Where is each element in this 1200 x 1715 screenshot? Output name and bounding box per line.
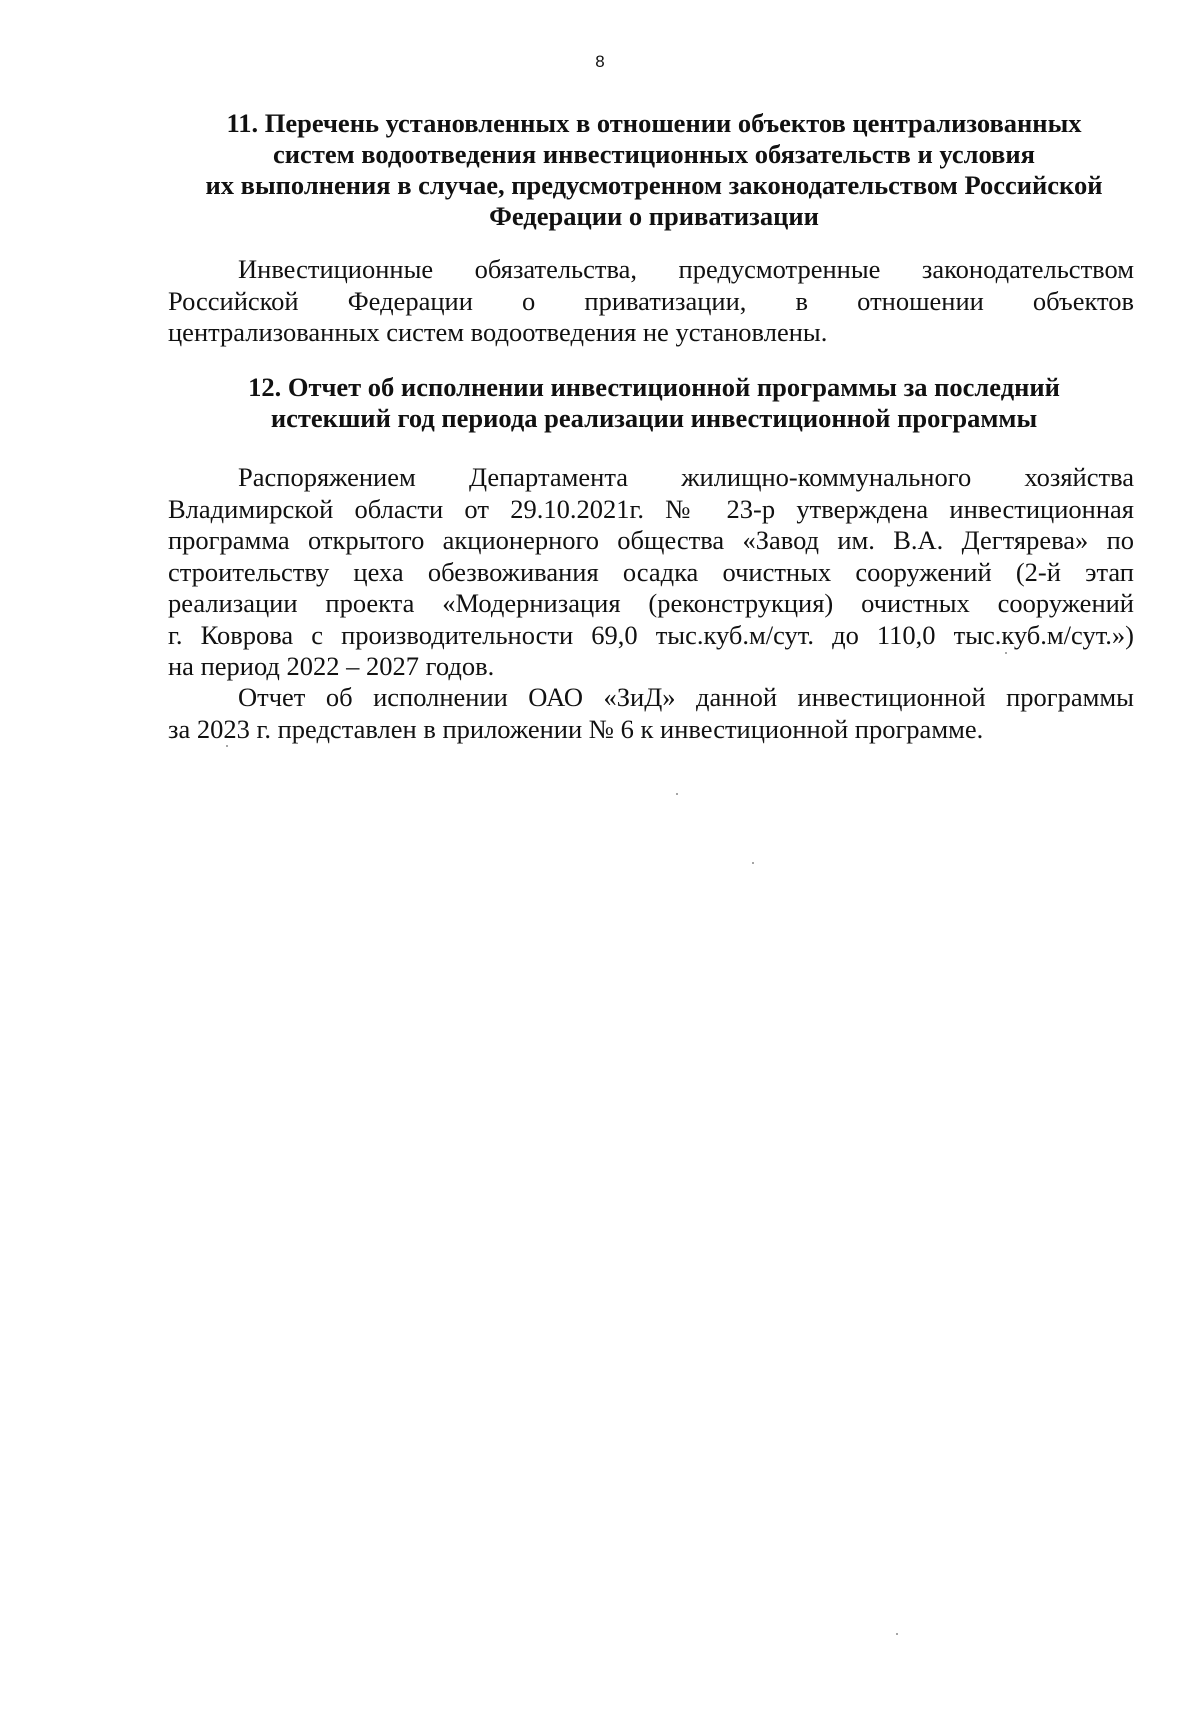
- section-12-paragraph-1-line: реализации проекта «Модернизация (реконструкция) очистных сооружений: [168, 588, 1134, 618]
- section-12-paragraph-2: [168, 682, 1134, 745]
- section-12-paragraph-1: [168, 462, 1134, 683]
- section-12-heading-line: истекший год периода реализации инвестиционной программы: [270, 403, 1038, 433]
- section-11-heading-line: 11. Перечень установленных в отношении объектов централизованных: [226, 108, 1082, 138]
- section-11-paragraph-line: Инвестиционные обязательства, предусмотренные законодательством: [238, 254, 1134, 284]
- section-11-paragraph-line: централизованных систем водоотведения не установлены.: [168, 317, 828, 347]
- section-11-heading: [168, 108, 1140, 232]
- section-11-paragraph-line: Российской Федерации о приватизации, в отношении объектов: [168, 285, 1134, 316]
- section-12-heading: [168, 372, 1140, 434]
- section-11-heading-line: Федерации о приватизации: [489, 201, 819, 231]
- scan-speck: [226, 745, 228, 747]
- section-11-heading-line: систем водоотведения инвестиционных обязательств и условия: [273, 139, 1035, 169]
- section-12-paragraph-1-line: строительству цеха обезвоживания осадка очистных сооружений (2-й этап: [168, 556, 1134, 587]
- page-number: 8: [595, 52, 605, 71]
- scan-speck: [752, 862, 754, 864]
- section-12-paragraph-1-line: г. Коврова с производительности 69,0 тыс.куб.м/сут. до 110,0 тыс.куб.м/сут.»): [168, 619, 1134, 650]
- section-12-paragraph-1-line: Владимирской области от 29.10.2021г. № 23-р утверждена инвестиционная: [168, 493, 1134, 524]
- section-11-paragraph: [168, 254, 1134, 349]
- scan-speck: [676, 793, 678, 795]
- scan-speck: [896, 1633, 898, 1635]
- scan-speck: [1005, 652, 1007, 654]
- section-12-paragraph-1-line: на период 2022 – 2027 годов.: [168, 651, 495, 681]
- section-12-paragraph-2-line: за 2023 г. представлен в приложении № 6 к инвестиционной программе.: [168, 713, 984, 744]
- section-12-paragraph-1-line: программа открытого акционерного общества «Завод им. В.А. Дегтярева» по: [168, 525, 1134, 555]
- section-12-heading-line: 12. Отчет об исполнении инвестиционной программы за последний: [248, 372, 1060, 402]
- section-12-paragraph-1-line: Распоряжением Департамента жилищно-коммунального хозяйства: [238, 462, 1134, 492]
- section-12-paragraph-2-line: Отчет об исполнении ОАО «ЗиД» данной инвестиционной программы: [238, 682, 1134, 712]
- section-11-heading-line: их выполнения в случае, предусмотренном законодательством Российской: [205, 170, 1103, 200]
